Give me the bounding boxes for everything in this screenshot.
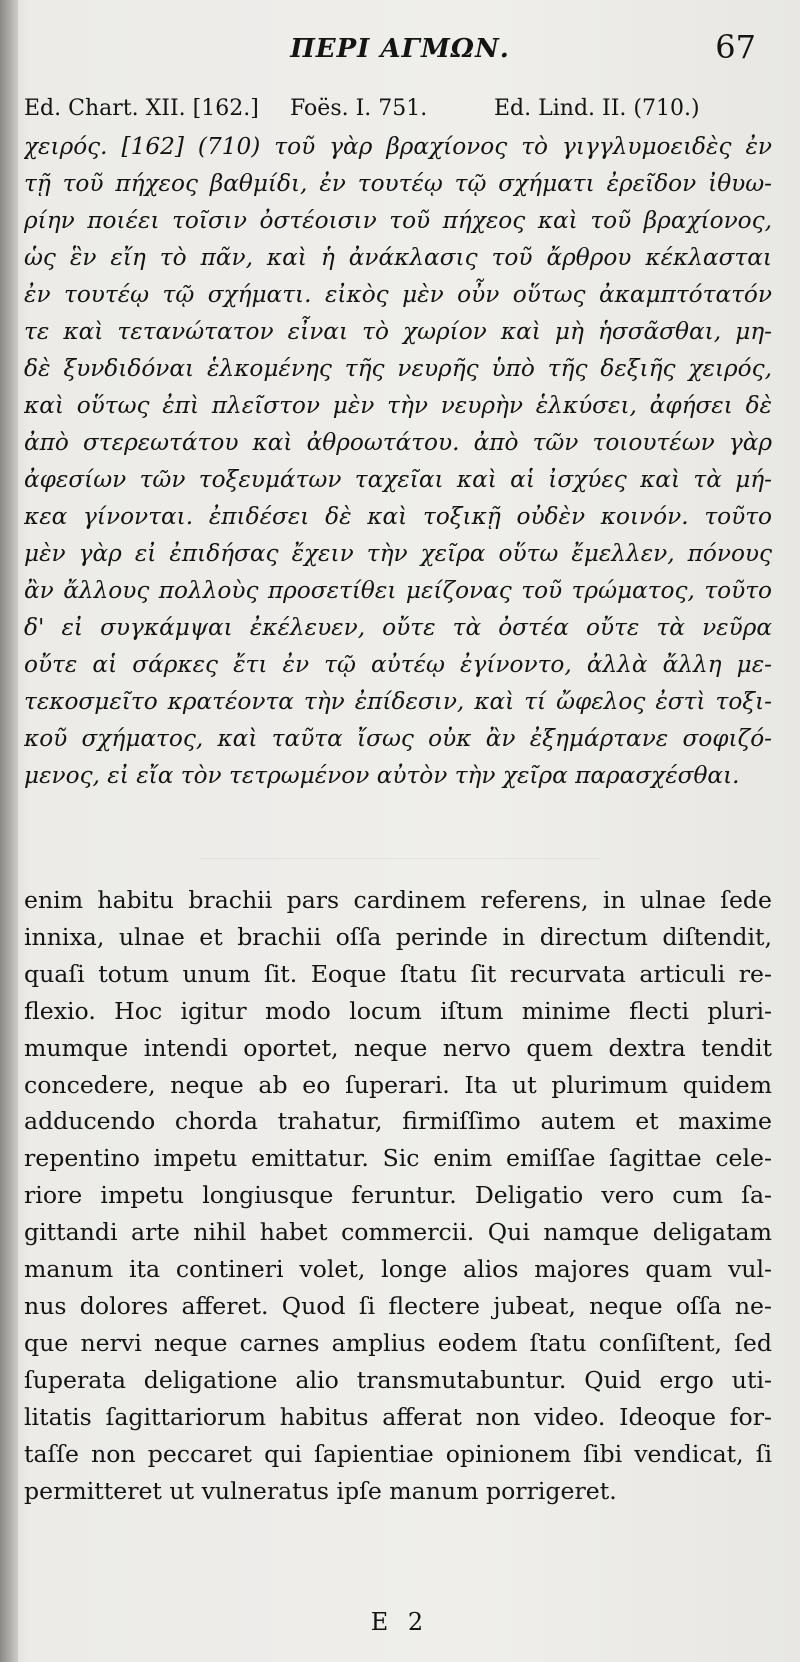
- latin-text-line: taſſe non peccaret qui ſapientiae opinionem ſibi vendicat, ſi: [24, 1439, 772, 1468]
- latin-text-line: que nervi neque carnes amplius eodem ſtatu conſiſtent, ſed: [24, 1328, 772, 1357]
- greek-text-line: ἀφεσίων τῶν τοξευμάτων ταχεῖαι καὶ αἱ ἰσχύες καὶ τὰ μή-: [24, 466, 772, 493]
- greek-text-line: κεα γίνονται. ἐπιδέσει δὲ καὶ τοξικῇ οὐδὲν κοινόν. τοῦτο: [24, 503, 772, 530]
- ref-foes: Foës. I. 751.: [290, 96, 428, 121]
- greek-text-line: χειρός. [162] (710) τοῦ γὰρ βραχίονος τὸ γιγγλυμοειδὲς ἐν: [24, 133, 772, 160]
- latin-text-line: ſuperata deligatione alio transmutabuntur. Quid ergo uti-: [24, 1365, 772, 1394]
- greek-text-line: ἀπὸ στερεωτάτου καὶ ἀθροωτάτου. ἀπὸ τῶν τοιουτέων γὰρ: [24, 429, 772, 456]
- greek-text-line: ἂν ἄλλους πολλοὺς προσετίθει μείζονας τοῦ τρώματος, τοῦτο: [24, 577, 772, 604]
- greek-text-line: κοῦ σχήματος, καὶ ταῦτα ἴσως οὐκ ἂν ἐξημάρτανε σοφιζό-: [24, 725, 772, 752]
- edition-references: [24, 96, 768, 126]
- greek-text-block: [24, 128, 772, 794]
- latin-text-line: repentino impetu emittatur. Sic enim emiſſae ſagittae cele-: [24, 1144, 772, 1173]
- greek-text-line: ρίην ποιέει τοῖσιν ὀστέοισιν τοῦ πήχεος καὶ τοῦ βραχίονος,: [24, 207, 772, 234]
- greek-text-line: δ' εἰ συγκάμψαι ἐκέλευεν, οὔτε τὰ ὀστέα οὔτε τὰ νεῦρα: [24, 614, 772, 641]
- latin-text-line: quaſi totum unum ſit. Eoque ſtatu ſit recurvata articuli re-: [24, 959, 772, 988]
- ref-lind: Ed. Lind. II. (710.): [494, 96, 700, 121]
- printer-signature: E 2: [370, 1608, 430, 1636]
- latin-text-line: enim habitu brachii pars cardinem referens, in ulnae ſede: [24, 886, 772, 914]
- latin-text-line: gittandi arte nihil habet commercii. Qui namque deligatam: [24, 1218, 772, 1247]
- greek-text-line: δὲ ξυνδιδόναι ἑλκομένης τῆς νευρῆς ὑπὸ τῆς δεξιῆς χειρός,: [24, 355, 772, 382]
- running-title: ΠΕΡΙ ΑΓΜΩΝ.: [290, 34, 510, 64]
- latin-text-line: permitteret ut vulneratus ipſe manum porrigeret.: [24, 1476, 617, 1505]
- greek-text-line: ἐν τουτέῳ τῷ σχήματι. εἰκὸς μὲν οὖν οὕτως ἀκαμπτότατόν: [24, 281, 772, 308]
- section-divider: [200, 858, 600, 859]
- latin-text-block: [24, 882, 772, 1509]
- latin-text-line: adducendo chorda trahatur, firmiſſimo autem et maxime: [24, 1107, 772, 1136]
- latin-text-line: flexio. Hoc igitur modo locum iſtum minime flecti pluri-: [24, 996, 772, 1025]
- latin-text-line: innixa, ulnae et brachii oſſa perinde in directum diſtendit,: [24, 922, 772, 951]
- greek-text-line: τεκοσμεῖτο κρατέοντα τὴν ἐπίδεσιν, καὶ τί ὤφελος ἐστὶ τοξι-: [24, 688, 772, 715]
- greek-text-line: οὔτε αἱ σάρκες ἔτι ἐν τῷ αὐτέῳ ἐγίνοντο, ἀλλὰ ἄλλη με-: [24, 651, 772, 678]
- greek-text-line: μὲν γὰρ εἰ ἐπιδήσας ἔχειν τὴν χεῖρα οὕτω ἔμελλεν, πόνους: [24, 540, 772, 567]
- greek-text-line: τῇ τοῦ πήχεος βαθμίδι, ἐν τουτέῳ τῷ σχήματι ἐρεῖδον ἰθυω-: [24, 170, 772, 197]
- ref-chartier: Ed. Chart. XII. [162.]: [24, 96, 259, 121]
- greek-text-line: ὡς ἓν εἴη τὸ πᾶν, καὶ ἡ ἀνάκλασις τοῦ ἄρθρου κέκλασται: [24, 244, 772, 271]
- page-number: 67: [715, 28, 756, 66]
- latin-text-line: mumque intendi oportet, neque nervo quem dextra tendit: [24, 1033, 772, 1062]
- latin-text-line: litatis ſagittariorum habitus afferat non video. Ideoque for-: [24, 1402, 772, 1431]
- latin-text-line: riore impetu longiusque feruntur. Deligatio vero cum ſa-: [24, 1181, 772, 1210]
- page-gutter-shadow: [0, 0, 18, 1662]
- latin-text-line: nus dolores afferet. Quod ſi flectere jubeat, neque oſſa ne-: [24, 1291, 772, 1320]
- greek-text-line: καὶ οὕτως ἐπὶ πλεῖστον μὲν τὴν νευρὴν ἑλκύσει, ἀφήσει δὲ: [24, 392, 772, 419]
- page-header: [0, 28, 800, 84]
- greek-text-line: τε καὶ τετανώτατον εἶναι τὸ χωρίον καὶ μὴ ἡσσᾶσθαι, μη-: [24, 318, 772, 345]
- latin-text-line: manum ita contineri volet, longe alios majores quam vul-: [24, 1255, 772, 1284]
- greek-text-line: μενος, εἰ εἴα τὸν τετρωμένον αὐτὸν τὴν χεῖρα παρασχέσθαι.: [24, 762, 740, 789]
- latin-text-line: concedere, neque ab eo ſuperari. Ita ut plurimum quidem: [24, 1070, 772, 1099]
